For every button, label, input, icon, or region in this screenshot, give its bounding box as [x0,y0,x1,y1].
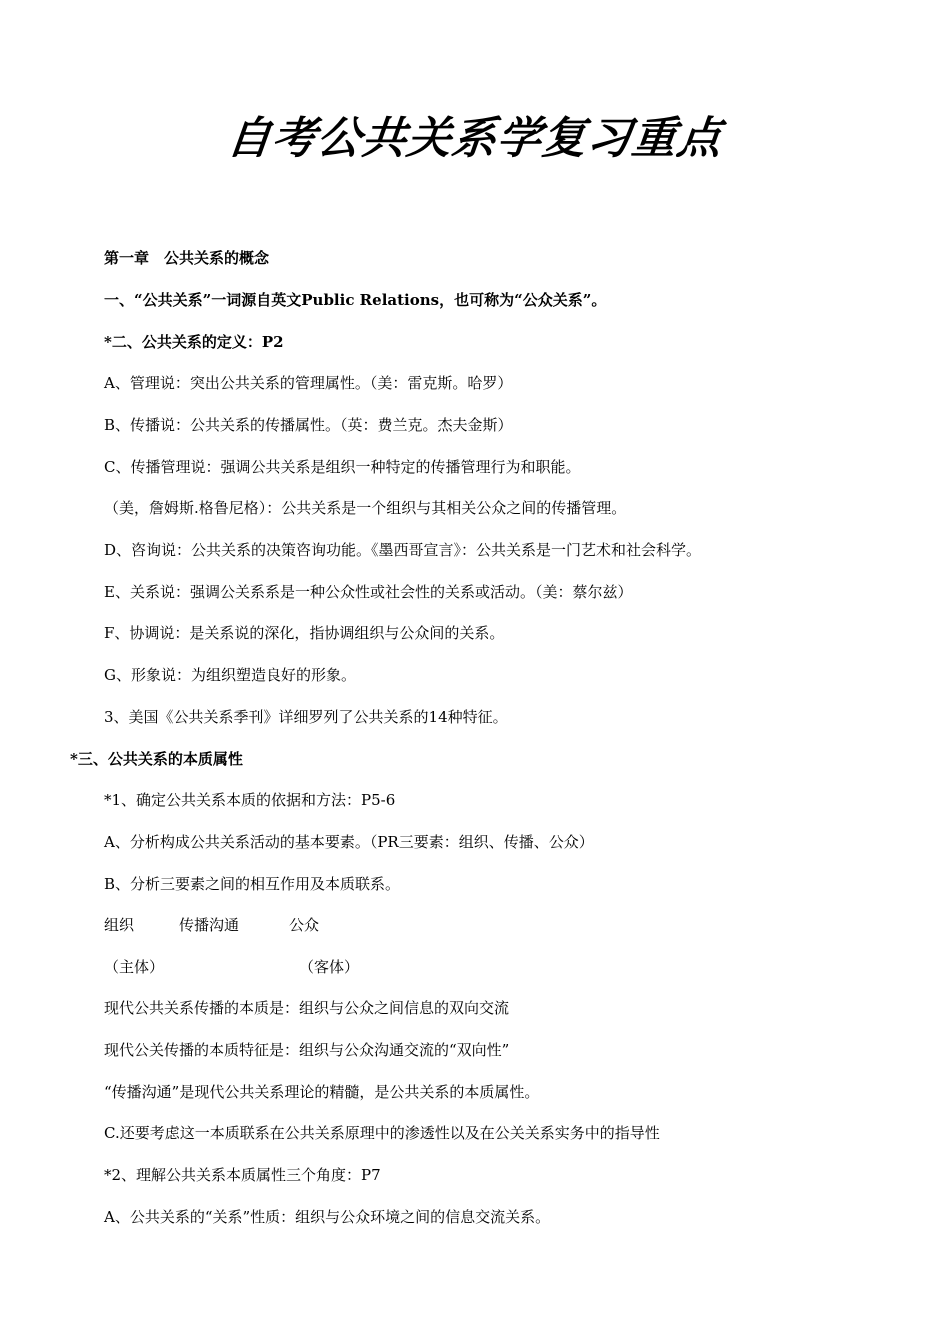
section-3-heading: *三、公共关系的本质属性 [70,750,243,768]
subsection-1: *1、确定公共关系本质的依据和方法：P5-6 [104,791,396,809]
definition-a: A、管理说：突出公共关系的管理属性。（美：雷克斯。哈罗） [104,374,513,392]
definition-e: E、关系说：强调公关系系是一种公众性或社会性的关系或活动。（美：蔡尔兹） [104,583,633,601]
essence-line-3: “传播沟通”是现代公共关系理论的精髓，是公共关系的本质属性。 [104,1083,540,1101]
diagram-label-organization: 组织 [104,916,135,934]
definition-g: G、形象说：为组织塑造良好的形象。 [104,666,356,684]
item-b: B、分析三要素之间的相互作用及本质联系。 [104,875,401,893]
definition-c: C、传播管理说：强调公共关系是组织一种特定的传播管理行为和职能。 [104,458,581,476]
essence-line-2: 现代公关传播的本质特征是：组织与公众沟通交流的“双向性” [104,1041,510,1059]
item-a: A、分析构成公共关系活动的基本要素。（PR三要素：组织、传播、公众） [104,833,594,851]
section-1-heading: 一、“公共关系”一词源自英文Public Relations，也可称为“公众关系”。 [104,291,607,309]
subsection-2: *2、理解公共关系本质属性三个角度：P7 [104,1166,381,1184]
section-2-heading: *二、公共关系的定义：P2 [104,333,284,351]
paragraph-3: 3、美国《公共关系季刊》详细罗列了公共关系的14种特征。 [104,708,508,726]
diagram-label-communication: 传播沟通 [179,916,240,934]
diagram-label-public: 公众 [289,916,320,934]
definition-d: D、咨询说：公共关系的决策咨询功能。《墨西哥宣言》：公共关系是一门艺术和社会科学。 [104,541,702,559]
definition-f: F、协调说：是关系说的深化，指协调组织与公众间的关系。 [104,624,505,642]
item-c: C.还要考虑这一本质联系在公共关系原理中的渗透性以及在公关关系实务中的指导性 [104,1124,660,1142]
chapter-heading: 第一章 公共关系的概念 [104,249,270,267]
diagram-label-subject: （主体） [104,958,165,976]
definition-c-note: （美，詹姆斯.格鲁尼格）：公共关系是一个组织与其相关公众之间的传播管理。 [104,499,627,517]
essence-line-1: 现代公共关系传播的本质是：组织与公众之间信息的双向交流 [104,999,510,1017]
subsection-2-item-a: A、公共关系的“关系”性质：组织与公众环境之间的信息交流关系。 [104,1208,551,1226]
diagram-label-object: （客体） [299,958,360,976]
document-title: 自考公共关系学复习重点 [224,113,725,164]
definition-b: B、传播说：公共关系的传播属性。（英：费兰克。杰夫金斯） [104,416,513,434]
